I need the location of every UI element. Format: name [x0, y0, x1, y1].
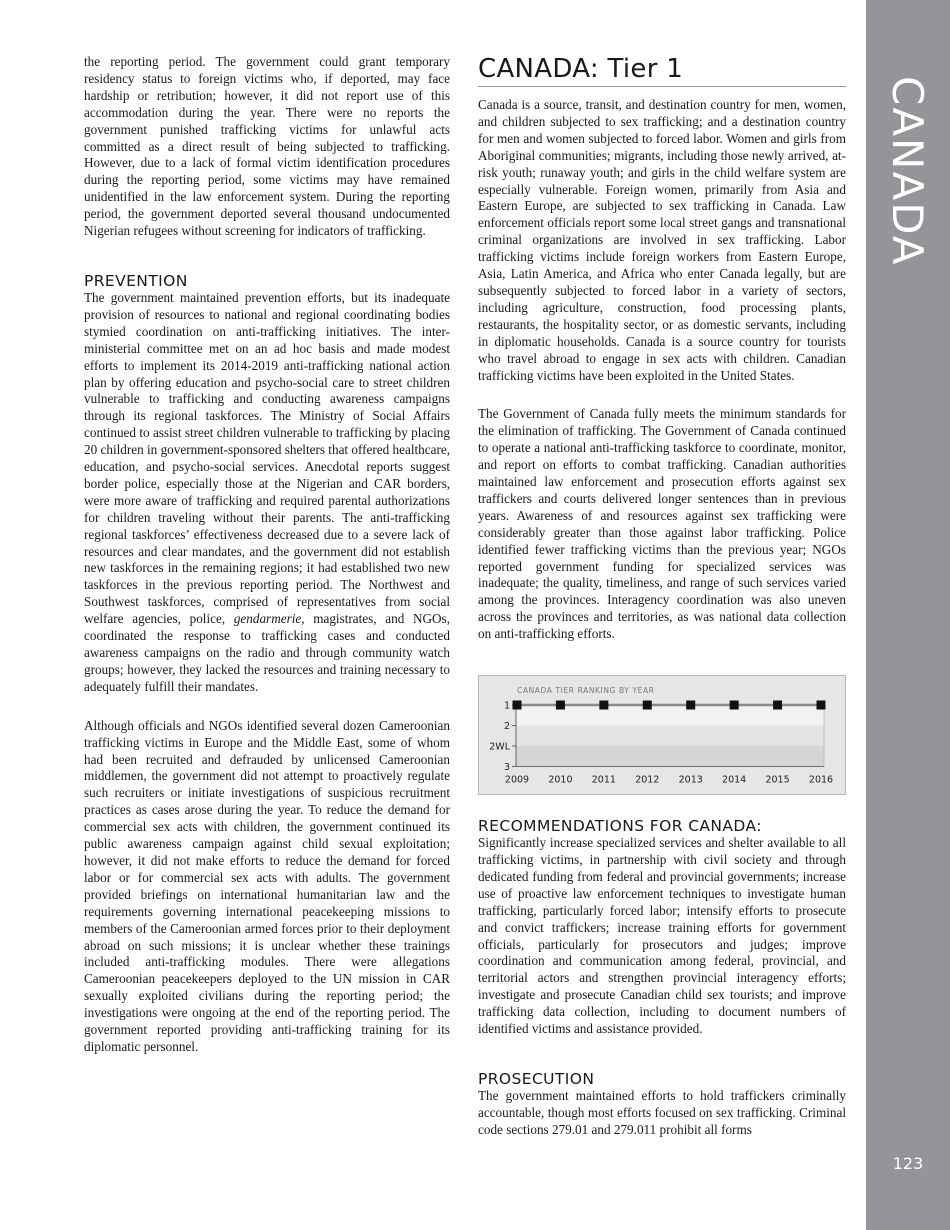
sidebar-country-label: CANADA	[883, 76, 932, 267]
chart-x-tick-label: 2012	[635, 774, 660, 786]
chart-x-tick-label: 2016	[808, 774, 834, 786]
prevention-p1-text: The government maintained prevention efforts, but its inadequate provision of resources to national and regional coordinating bodies stymied coordination on anti-trafficking initiatives. The inter-ministerial committee met on an ad hoc basis and made modest efforts to implement its 2014-2019 anti-trafficking national action plan by offering education and psycho-social care to street children vulnerable to trafficking and conducting awareness campaigns through its regional taskforces. The Ministry of Social Affairs continued to assist street children vulnerable to trafficking by placing 20 children in government-sponsored shelters that offered healthcare, education, and psycho-social services. Anecdotal reports suggest border police, especially those at the Nigerian and CAR borders, were more aware of trafficking and required parental authorizations for children traveling without their parents. The anti-trafficking regional taskforces’ effectiveness decreased due to a severe lack of resources and clear mandates, and the government did not establish new taskforces in the remaining regions; it had established two new taskforces in the previous reporting period. The Northwest and Southwest taskforces, comprised of representatives from social welfare agencies, police,	[84, 289, 450, 627]
chart-band	[516, 746, 824, 767]
recommendations-heading: RECOMMENDATIONS FOR CANADA:	[478, 817, 762, 836]
recommendations-paragraph: Significantly increase specialized services and shelter available to all trafficking victims, in partnership with civil society and through dedicated funding from federal and provincial governments; increase use of proactive law enforcement techniques to investigate human trafficking, particularly forced labor; intensify efforts to prosecute and convict traffickers; increase training efforts for government officials, particularly for prosecutors and judges; improve coordination and communication among federal, provincial, and territorial actors and strengthen provincial interagency efforts; investigate and prosecute Canadian child sex tourists; and improve trafficking data collection, including to document numbers of identified victims and assistance provided.	[478, 835, 846, 1037]
prosecution-paragraph: The government maintained efforts to hold traffickers criminally accountable, though most efforts focused on sex trafficking. Criminal code sections 279.01 and 279.011 prohibit all forms	[478, 1087, 846, 1137]
chart-point-2009	[513, 701, 522, 710]
chart-point-2014	[730, 701, 739, 710]
chart-band	[516, 726, 824, 747]
chart-point-2016	[817, 701, 826, 710]
chart-point-2010	[556, 701, 565, 710]
chart-point-2015	[773, 701, 782, 710]
chart-y-tick-label: 2	[503, 721, 510, 733]
country-overview-paragraph: Canada is a source, transit, and destination country for men, women, and children subjected to sex trafficking; and a destination country for men and women subjected to forced labor. Women and girls from Aboriginal communities; migrants, including those newly arrived, at-risk youth; runaway youth; and girls in the child welfare system are especially vulnerable. Foreign women, primarily from Asia and Eastern Europe, are subjected to sex trafficking in Canada. Law enforcement officials report some local street gangs and transnational criminal organizations are involved in sex trafficking. Labor trafficking victims include foreign workers from Eastern Europe, Asia, Latin America, and Africa who enter Canada legally, but are subsequently subjected to forced labor in a variety of sectors, including agriculture, construction, food processing plants, restaurants, the hospitality sector, or as domestic servants, including in diplomatic households. Canada is a source country for tourists who travel abroad to engage in sex acts with children. Canadian trafficking victims have been exploited in the United States.	[478, 97, 846, 383]
country-title: CANADA: Tier 1	[478, 54, 846, 87]
chart-y-tick-label: 1	[503, 700, 510, 712]
prevention-p1-italic: gendarmerie	[233, 611, 302, 627]
tier-ranking-chart-svg	[479, 676, 845, 794]
chart-y-tick-label: 3	[503, 762, 510, 774]
left-column	[84, 54, 450, 1056]
prosecution-heading: PROSECUTION	[478, 1069, 595, 1088]
chart-x-tick-label: 2010	[548, 774, 573, 786]
chart-x-tick-label: 2013	[678, 774, 703, 786]
right-column	[478, 54, 846, 1139]
chart-x-tick-label: 2011	[591, 774, 616, 786]
chart-title: CANADA TIER RANKING BY YEAR	[517, 686, 655, 696]
prevention-heading: PREVENTION	[84, 271, 188, 290]
prevention-paragraph-2: Although officials and NGOs identified several dozen Cameroonian trafficking victims in Europe and the Middle East, some of whom had been recruited and defrauded by unlicensed Cameroonian middlemen, the government did not attempt to proactively regulate such recruiters or initiate investigations of suspicious recruitment practices as cases arose during the year. To reduce the demand for commercial sex acts with children, the government continued its public awareness campaign against child sexual exploitation; however, it did not make efforts to reduce the demand for forced labor or for commercial sex acts with adults. The government provided briefings on international humanitarian law and the requirements governing international peacekeeping missions to members of the Cameroonian armed forces prior to their deployment abroad on such missions; it is unclear whether these trainings included anti-trafficking modules. There were allegations Cameroonian peacekeepers deployed to the UN mission in CAR sexually exploited civilians during the reporting period; the investigations were ongoing at the end of the reporting period. The government reported providing anti-trafficking training for its diplomatic personnel.	[84, 717, 450, 1054]
prevention-paragraph-1	[84, 290, 450, 696]
page-number: 123	[892, 1154, 924, 1173]
chart-x-tick-label: 2015	[765, 774, 790, 786]
chart-point-2013	[686, 701, 695, 710]
chart-x-tick-label: 2014	[722, 774, 747, 786]
tier-ranking-chart	[478, 675, 846, 795]
prevention-p1-text-end: , magistrates, and NGOs, coordinated the response to trafficking cases and conducted awareness campaigns on the radio and through community watch groups; however, they lacked the resources and training necessary to adequately fulfill their mandates.	[84, 611, 450, 694]
chart-y-tick-label: 2WL	[489, 741, 510, 753]
chart-x-tick-label: 2009	[504, 774, 530, 786]
government-assessment-paragraph: The Government of Canada fully meets the minimum standards for the elimination of trafficking. The Government of Canada continued to operate a national anti-trafficking taskforce to coordinate, monitor, and report on efforts to combat trafficking. Canadian authorities maintained law enforcement and prosecution efforts against sex traffickers and courts delivered longer sentences than in previous years. Awareness of and resources against sex trafficking were considerably greater than those against labor trafficking. Police identified fewer trafficking victims than the previous year; NGOs reported government funding for specialized services was inadequate; the quality, timeliness, and range of such services varied among the provinces. Interagency coordination was also uneven across the provinces and territories, as was national data collection on anti-trafficking efforts.	[478, 406, 846, 642]
chart-point-2011	[599, 701, 608, 710]
chart-point-2012	[643, 701, 652, 710]
intro-paragraph: the reporting period. The government could grant temporary residency status to foreign victims who, if deported, may face hardship or retribution; however, it did not report use of this accommodation during the year. There were no reports the government punished trafficking victims for unlawful acts committed as a direct result of being subjected to trafficking. However, due to a lack of formal victim identification procedures during the reporting period, some victims may have remained unidentified in the law enforcement system. During the reporting period, the government deported several thousand undocumented Nigerian refugees without screening for indicators of trafficking.	[84, 54, 450, 239]
